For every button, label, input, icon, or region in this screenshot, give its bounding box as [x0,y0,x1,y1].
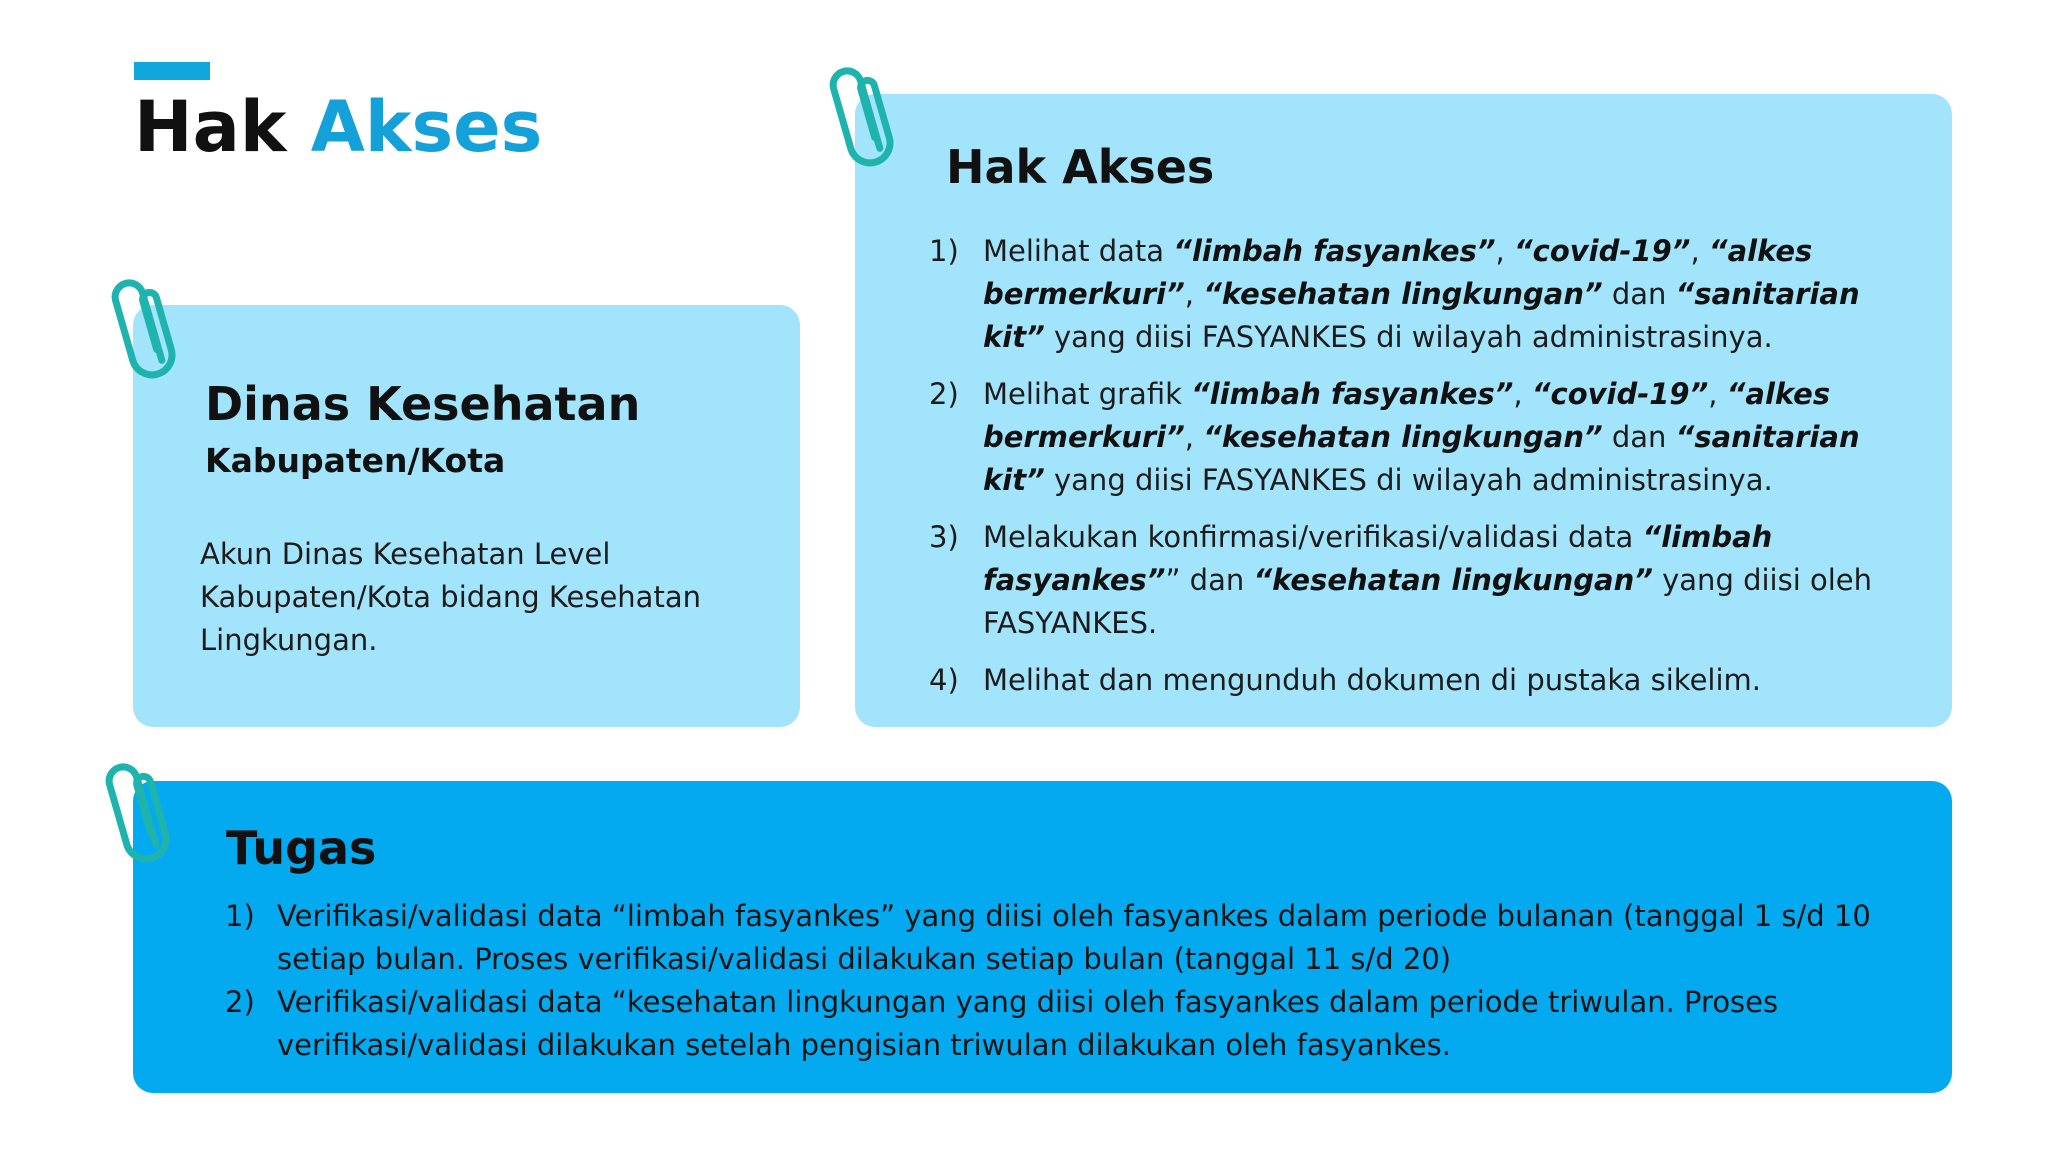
list-number: 2) [929,377,959,411]
item-text: Melihat dan mengunduh dokumen di pustaka sikelim. [983,663,1761,697]
tugas-item [225,895,1925,981]
dinas-card-title: Dinas Kesehatan [205,377,641,431]
list-number: 2) [225,985,255,1019]
item-text: dan [1602,420,1676,454]
item-text: dan [1602,277,1676,311]
hak-akses-card-title: Hak Akses [946,140,1215,194]
item-text: , [1708,377,1727,411]
page-title [134,86,543,168]
page-title-part1: Hak [134,86,287,168]
highlighted-term: “limbah fasyankes” [983,520,1773,597]
item-text: Melihat grafik [983,377,1192,411]
paperclip-icon [91,745,185,876]
item-text: yang diisi oleh FASYANKES. [983,563,1872,640]
paperclip-icon [815,49,909,180]
hak-akses-list [929,230,1929,716]
list-number: 4) [929,663,959,697]
item-text: ” dan [1165,563,1254,597]
tugas-item [225,981,1925,1067]
highlighted-term: “covid-19” [1531,377,1709,411]
item-text: , [1513,377,1532,411]
list-number: 1) [929,234,959,268]
tugas-list [225,895,1925,1067]
tugas-card [133,781,1952,1093]
hak-akses-card [855,94,1952,727]
hak-akses-item [929,373,1929,502]
highlighted-term: “sanitarian kit” [983,420,1860,497]
highlighted-term: “limbah fasyankes” [1191,377,1514,411]
tugas-card-title: Tugas [226,821,377,875]
hak-akses-item [929,659,1929,702]
item-text: Melakukan konfirmasi/verifikasi/validasi data [983,520,1643,554]
item-text: Verifikasi/validasi data “limbah fasyankes” yang diisi oleh fasyankes dalam periode bulanan (tanggal 1 s/d 10 setiap bulan. Proses verifikasi/validasi dilakukan setiap bulan (tanggal 11 s/d 20) [277,899,1871,976]
dinas-card-subtitle: Kabupaten/Kota [205,441,506,480]
paperclip-icon [97,261,191,392]
highlighted-term: “kesehatan lingkungan” [1203,420,1603,454]
hak-akses-item [929,516,1929,645]
highlighted-term: “sanitarian kit” [983,277,1860,354]
highlighted-term: “limbah fasyankes” [1173,234,1496,268]
item-text: , [1184,277,1204,311]
dinas-card-description: Akun Dinas Kesehatan Level Kabupaten/Kota bidang Kesehatan Lingkungan. [200,537,701,657]
list-number: 1) [225,899,255,933]
item-text: Verifikasi/validasi data “kesehatan lingkungan yang diisi oleh fasyankes dalam periode triwulan. Proses verifikasi/validasi dilakukan setelah pengisian triwulan dilakukan oleh fasyankes. [277,985,1779,1062]
item-text: yang diisi FASYANKES di wilayah administrasinya. [1044,320,1773,354]
highlighted-term: “kesehatan lingkungan” [1253,563,1653,597]
hak-akses-item [929,230,1929,359]
item-text: Melihat data [983,234,1174,268]
title-accent-bar [134,62,210,80]
item-text: , [1495,234,1514,268]
list-number: 3) [929,520,959,554]
highlighted-term: “covid-19” [1513,234,1691,268]
item-text: , [1690,234,1709,268]
dinas-card [133,305,800,727]
item-text: , [1184,420,1204,454]
highlighted-term: “alkes bermerkuri” [983,377,1831,454]
highlighted-term: “alkes bermerkuri” [983,234,1813,311]
item-text: yang diisi FASYANKES di wilayah administrasinya. [1044,463,1773,497]
highlighted-term: “kesehatan lingkungan” [1203,277,1603,311]
page-title-part2: Akses [310,86,543,168]
